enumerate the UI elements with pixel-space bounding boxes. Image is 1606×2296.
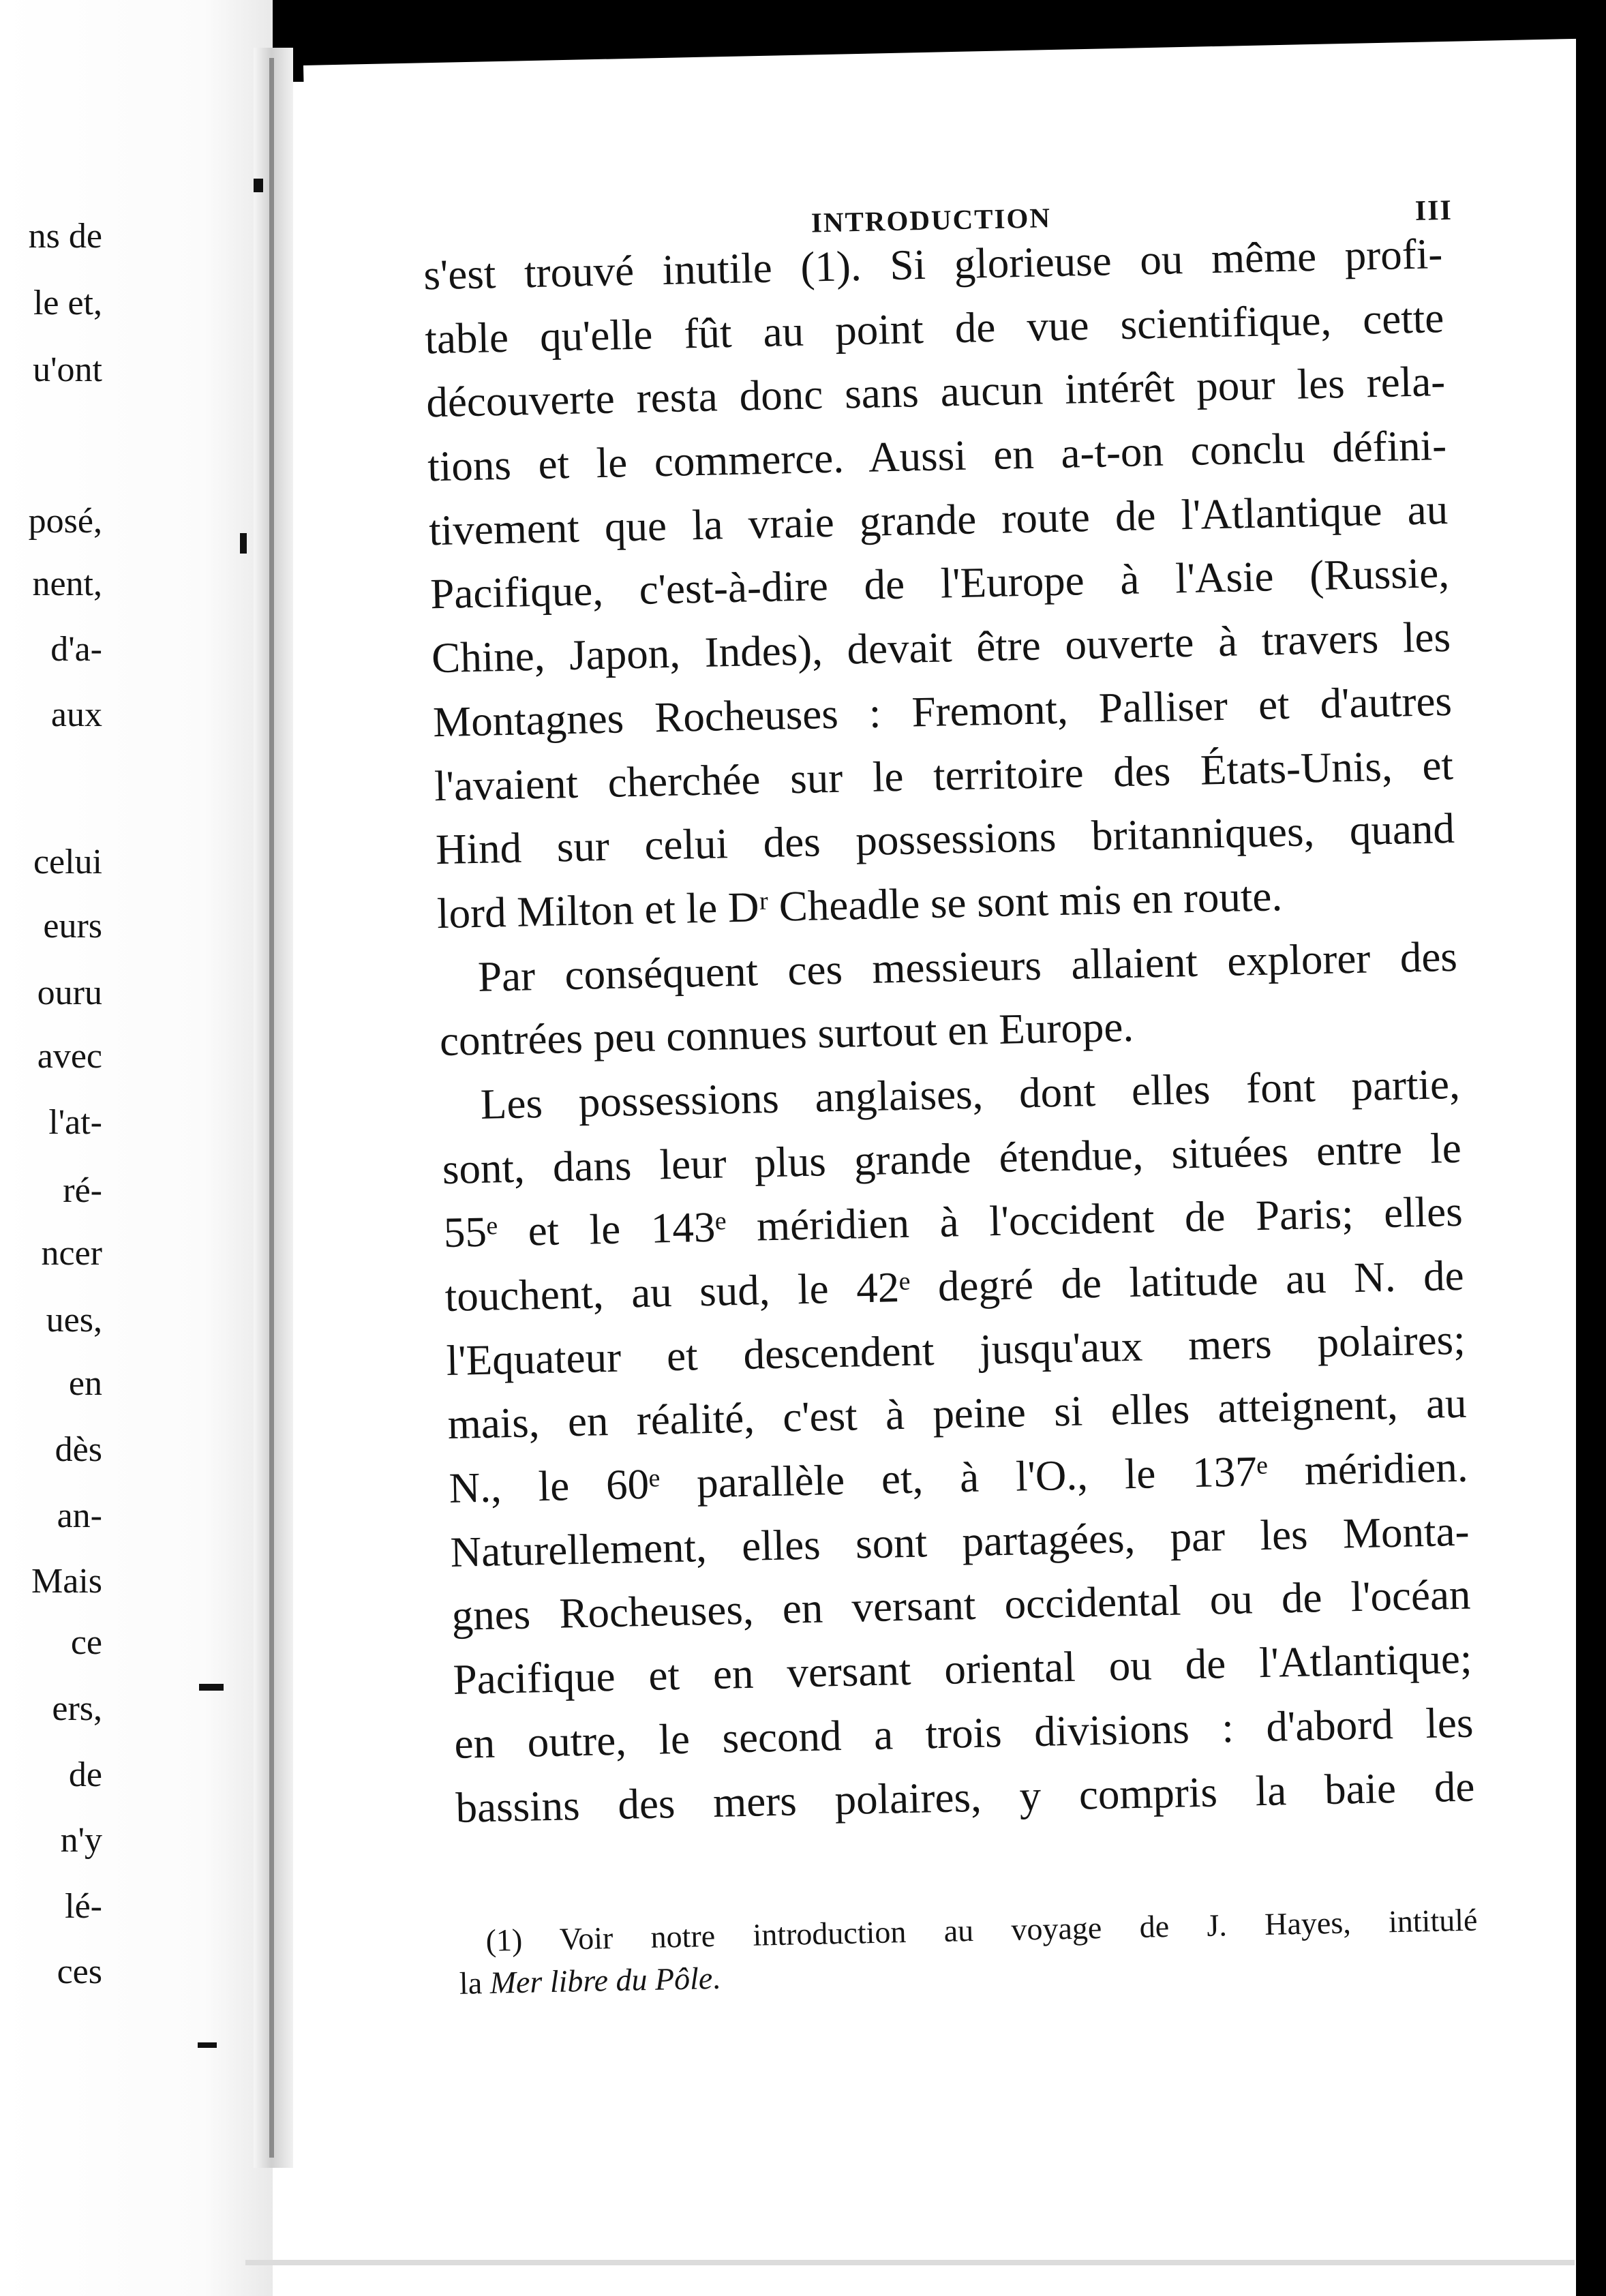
text-line: Pacifique et en versant oriental ou de l'Atlantique; <box>452 1634 1473 1704</box>
left-fragment: ns de <box>28 217 102 256</box>
left-fragment: d'a- <box>50 630 102 669</box>
text-line: l'Equateur et descendent jusqu'aux mers polaires; <box>446 1315 1466 1385</box>
left-fragment: dès <box>55 1430 102 1469</box>
footnote-book-title: Mer libre du Pôle <box>489 1961 713 2000</box>
text-line: l'avaient cherchée sur le territoire des États-Unis, et <box>434 740 1454 810</box>
left-fragment: de <box>68 1755 102 1794</box>
text-line: Par conséquent ces messieurs allaient explorer des <box>477 932 1458 1001</box>
left-fragment: ce <box>70 1623 102 1662</box>
left-fragment: ers, <box>52 1689 102 1728</box>
left-fragment: ouru <box>37 973 102 1012</box>
left-fragment: ues, <box>46 1301 102 1340</box>
left-fragment: lé- <box>65 1887 102 1926</box>
scan-border-right <box>1576 0 1606 2296</box>
left-fragment: l'at- <box>48 1103 102 1142</box>
text-line: Chine, Japon, Indes), devait être ouverte à travers les <box>431 613 1451 682</box>
text-line: Les possessions anglaises, dont elles font partie, <box>480 1059 1461 1128</box>
right-page <box>303 39 1606 2295</box>
left-fragment: ces <box>57 1952 102 1991</box>
left-fragment: ncer <box>41 1234 102 1273</box>
body-text <box>423 222 1476 1840</box>
text-line: Montagnes Rocheuses : Fremont, Palliser et d'autres <box>432 676 1453 746</box>
left-fragment: celui <box>33 843 102 881</box>
page-bottom-shadow <box>245 2260 1575 2265</box>
text-line: tivement que la vraie grande route de l'Atlantique au <box>428 485 1449 555</box>
spine-mark <box>254 179 263 192</box>
text-line: bassins des mers polaires, y compris la baie de <box>455 1762 1475 1832</box>
left-fragment: avec <box>37 1037 102 1076</box>
page-number: III <box>1414 194 1453 227</box>
left-fragment: en <box>68 1364 102 1403</box>
spine-mark <box>199 1684 224 1691</box>
text-line: contrées peu connues surtout en Europe. <box>439 1003 1134 1066</box>
text-line: lord Milton et le Dʳ Cheadle se sont mis en route. <box>436 872 1283 938</box>
text-line: Hind sur celui des possessions britanniques, quand <box>435 804 1455 874</box>
text-line: sont, dans leur plus grande étendue, situées entre le <box>442 1123 1462 1193</box>
running-head: INTRODUCTION <box>810 202 1052 239</box>
text-line: 55ᵉ et le 143ᵉ méridien à l'occident de Paris; elles <box>443 1188 1464 1257</box>
left-fragment: eurs <box>43 907 102 946</box>
spine-mark <box>240 533 247 554</box>
footnote-line: (1) Voir notre introduction au voyage de J. Hayes, intitulé <box>485 1902 1478 1958</box>
text-line: Pacifique, c'est-à-dire de l'Europe à l'Asie (Russie, <box>429 549 1450 618</box>
text-line: découverte resta donc sans aucun intérêt pour les rela- <box>425 357 1446 427</box>
page-edge-line <box>269 58 274 2158</box>
left-fragment: posé, <box>28 502 102 541</box>
left-fragment: ré- <box>63 1171 102 1210</box>
left-fragment: u'ont <box>33 350 102 389</box>
text-line: table qu'elle fût au point de vue scientifique, cette <box>424 293 1444 363</box>
text-line: Naturellement, elles sont partagées, par les Monta- <box>449 1507 1470 1576</box>
spine-mark <box>198 2042 217 2048</box>
text-line: mais, en réalité, c'est à peine si elles atteignent, au <box>447 1379 1468 1449</box>
left-fragment: n'y <box>60 1821 102 1860</box>
text-line: tions et le commerce. Aussi en a-t-on conclu défini- <box>427 421 1447 491</box>
left-fragment: an- <box>57 1496 102 1535</box>
text-line: gnes Rocheuses, en versant occidental ou de l'océan <box>451 1571 1472 1640</box>
text-line: s'est trouvé inutile (1). Si glorieuse ou même profi- <box>423 230 1443 299</box>
left-fragment: aux <box>50 695 102 734</box>
text-line: N., le 60ᵉ parallèle et, à l'O., le 137ᵉ méridien. <box>449 1442 1469 1513</box>
left-fragment: Mais <box>31 1562 102 1601</box>
left-fragment: nent, <box>32 564 102 603</box>
left-fragment: le et, <box>33 284 102 322</box>
footnote-prefix: la <box>459 1965 491 2001</box>
footnote <box>458 1899 1479 2005</box>
footnote-suffix: . <box>712 1960 721 1996</box>
text-line: touchent, au sud, le 42ᵉ degré de latitude au N. de <box>444 1251 1465 1321</box>
text-line: en outre, le second a trois divisions : d'abord les <box>453 1698 1474 1768</box>
